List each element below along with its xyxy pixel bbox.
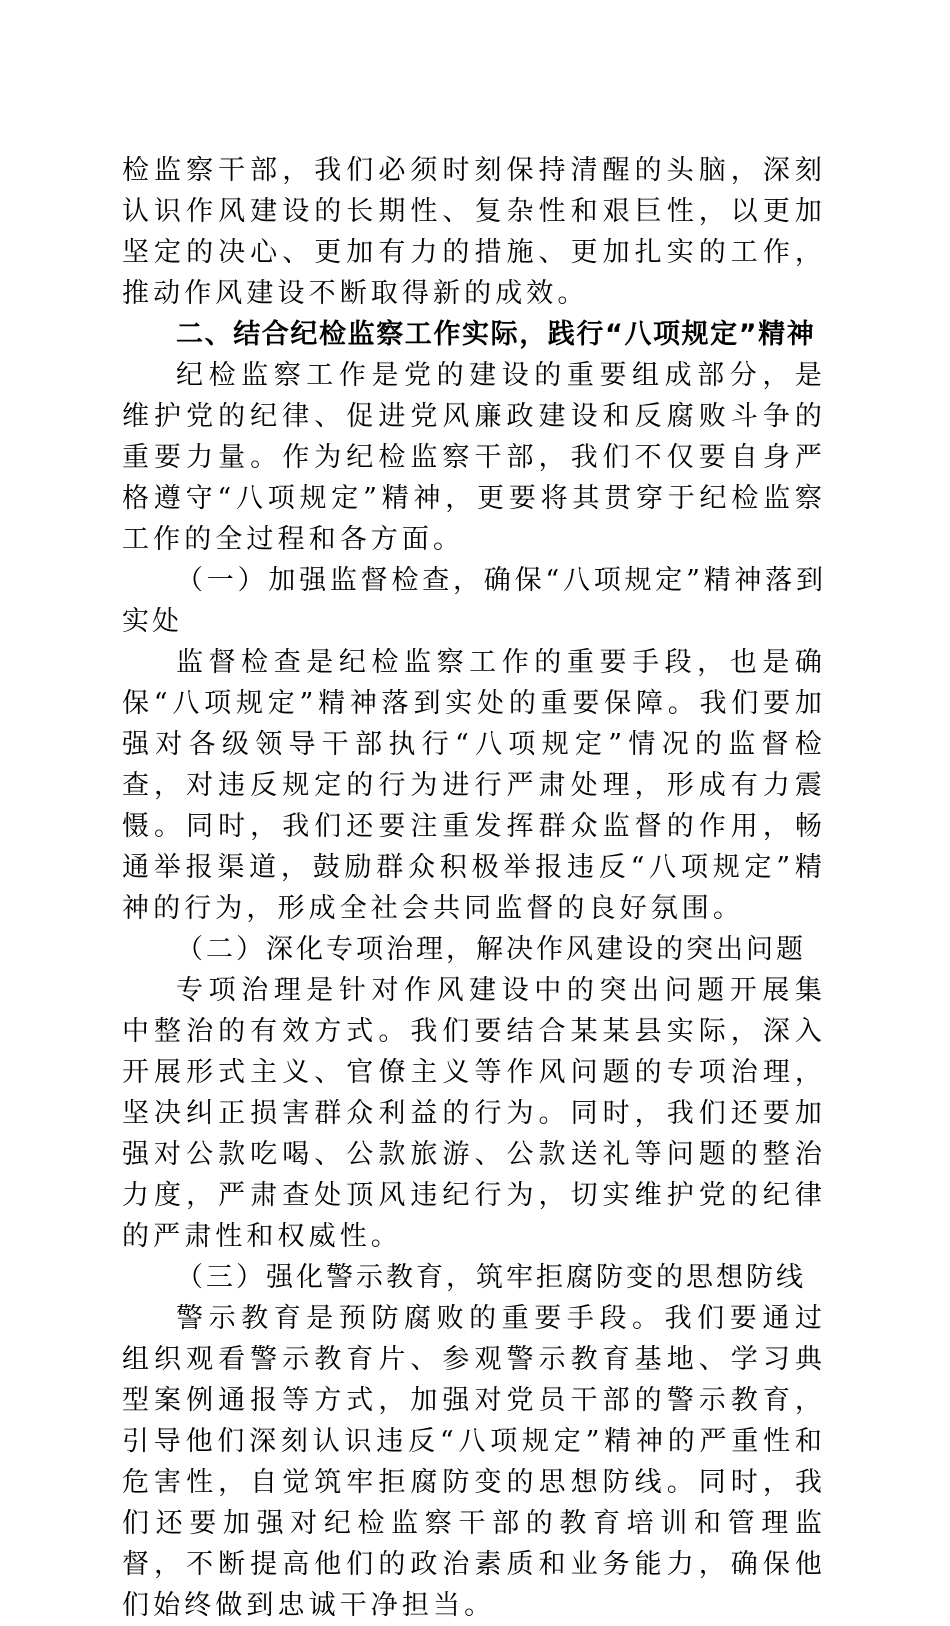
document-page — [122, 150, 826, 1626]
section-heading-2: 二、结合纪检监察工作实际，践行“八项规定”精神 — [176, 319, 816, 350]
paragraph-body: 纪检监察工作是党的建设的重要组成部分，是维护党的纪律、促进党风廉政建设和反腐败斗争的重要力量。作为纪检监察干部，我们不仅要自身严格遵守“八项规定”精神，更要将其贯穿于纪检监察工作的全过程和各方面。 — [122, 360, 826, 555]
subheading-2: （二）深化专项治理，解决作风建设的突出问题 — [176, 934, 806, 965]
paragraph-continuation: 检监察干部，我们必须时刻保持清醒的头脑，深刻认识作风建设的长期性、复杂性和艰巨性，以更加坚定的决心、更加有力的措施、更加扎实的工作，推动作风建设不断取得新的成效。 — [122, 155, 826, 309]
subheading-3: （三）强化警示教育，筑牢拒腐防变的思想防线 — [176, 1262, 806, 1293]
paragraph-body: 警示教育是预防腐败的重要手段。我们要通过组织观看警示教育片、参观警示教育基地、学习典型案例通报等方式，加强对党员干部的警示教育，引导他们深刻认识违反“八项规定”精神的严重性和危害性，自觉筑牢拒腐防变的思想防线。同时，我们还要加强对纪检监察干部的教育培训和管理监督，不断提高他们的政治素质和业务能力，确保他们始终做到忠诚干净担当。 — [122, 1303, 826, 1621]
subheading-1: （一）加强监督检查，确保“八项规定”精神落到实处 — [122, 565, 826, 637]
paragraph-body: 专项治理是针对作风建设中的突出问题开展集中整治的有效方式。我们要结合某某县实际，深入开展形式主义、官僚主义等作风问题的专项治理，坚决纠正损害群众利益的行为。同时，我们还要加强对公款吃喝、公款旅游、公款送礼等问题的整治力度，严肃查处顶风违纪行为，切实维护党的纪律的严肃性和权威性。 — [122, 975, 826, 1252]
paragraph-body: 监督检查是纪检监察工作的重要手段，也是确保“八项规定”精神落到实处的重要保障。我们要加强对各级领导干部执行“八项规定”情况的监督检查，对违反规定的行为进行严肃处理，形成有力震慑。同时，我们还要注重发挥群众监督的作用，畅通举报渠道，鼓励群众积极举报违反“八项规定”精神的行为，形成全社会共同监督的良好氛围。 — [122, 647, 826, 924]
